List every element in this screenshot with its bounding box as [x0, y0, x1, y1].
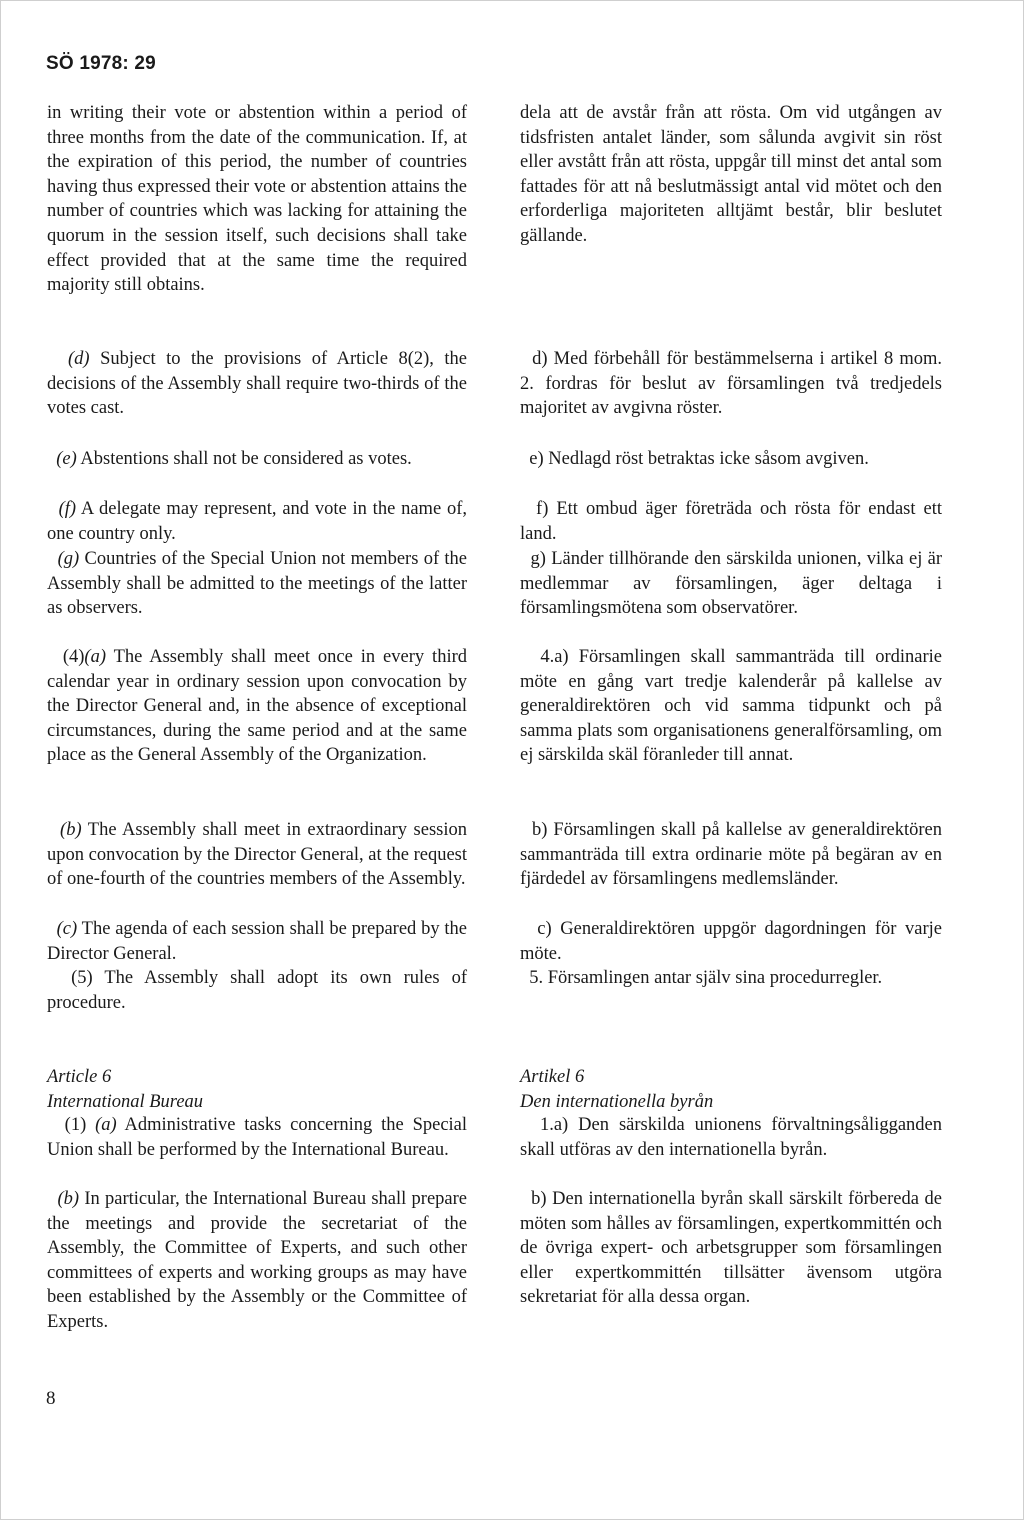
en-a1b-label: (b) — [57, 1189, 80, 1209]
en-e-text: Abstentions shall not be considered as votes. — [76, 449, 412, 469]
en-4c-label: (c) — [56, 919, 78, 939]
sv-4b-text: b) Församlingen skall på kallelse av generaldirektören sammanträda till extra ordinarie möte på begäran av en fjärdedel av församlingens medlemsländer. — [520, 820, 943, 890]
en-f-label: (f) — [58, 499, 77, 519]
document-reference: SÖ 1978: 29 — [46, 53, 156, 74]
sv-d-text: d) Med förbehåll för bestämmelserna i artikel 8 mom. 2. fordras för beslut av församlingen två tredjedels majoritet av avgivna röster. — [520, 349, 942, 419]
en-a1a-text: Administrative tasks concerning the Special Union shall be performed by the International Bureau. — [47, 1115, 468, 1160]
en-d-label: (d) — [68, 349, 90, 369]
en-d-text: Subject to the provisions of Article 8(2), the decisions of the Assembly shall require two-thirds of the votes cast. — [47, 349, 468, 419]
en-paragraph-g — [47, 547, 467, 621]
en-g-label: (g) — [57, 549, 80, 569]
en-continuation-text: in writing their vote or abstention within a period of three months from the date of the communication. If, at the expiration of this period, the number of countries having thus expressed their vote or abstention attains the number of countries which was lacking for attaining the quorum in the session itself, such decisions shall take effect provided that at the same time the required majority still obtains. — [47, 103, 467, 296]
sv-5-text: 5. Församlingen antar själv sina procedurregler. — [529, 968, 883, 988]
en-f-text: A delegate may represent, and vote in the name of, one country only. — [47, 499, 467, 544]
sv-a1a-text: 1.a) Den särskilda unionens förvaltningsåligganden skall utföras av den internationella byrån. — [520, 1115, 942, 1160]
sv-paragraph-5 — [520, 966, 942, 991]
sv-f-text: f) Ett ombud äger företräda och rösta för endast ett land. — [520, 499, 942, 544]
sv-paragraph-4b — [520, 818, 942, 892]
en-paragraph-4a — [47, 645, 467, 768]
en-paragraph-f — [47, 497, 467, 546]
sv-article-title: Artikel 6 — [520, 1067, 585, 1087]
sv-paragraph-f — [520, 497, 942, 546]
page-number: 8 — [46, 1388, 56, 1409]
sv-article-paragraph-1a — [520, 1113, 942, 1162]
en-article-paragraph-1b — [47, 1187, 467, 1335]
sv-article-heading — [520, 1065, 942, 1114]
en-paragraph-5 — [47, 966, 467, 1015]
en-article-title: Article 6 — [47, 1067, 112, 1087]
sv-4c-text: c) Generaldirektören uppgör dagordningen för varje möte. — [520, 919, 942, 964]
en-a1b-text: In particular, the International Bureau shall prepare the meetings and provide the secretariat of the Assembly, the Committee of Experts, and such other committees of experts and working groups as may have been established by the Assembly or the Committee of Experts. — [47, 1189, 467, 1332]
sv-article-paragraph-1b — [520, 1187, 942, 1310]
en-4a-label: (a) — [84, 647, 106, 667]
en-4c-text: The agenda of each session shall be prepared by the Director General. — [47, 919, 468, 964]
en-e-label: (e) — [56, 449, 77, 469]
en-article-subtitle: International Bureau — [47, 1091, 204, 1112]
en-4a-text: The Assembly shall meet once in every third calendar year in ordinary session upon convocation by the Director General and, in the absence of exceptional circumstances, during the same period and at the same place as the General Assembly of the Organization. — [47, 647, 467, 766]
en-article-paragraph-1a — [47, 1113, 467, 1162]
en-paragraph-continuation — [47, 101, 467, 298]
sv-article-subtitle: Den internationella byrån — [520, 1091, 714, 1112]
sv-g-text: g) Länder tillhörande den särskilda unionen, vilka ej är medlemmar av församlingen, äger deltaga i församlingsmötena som observatörer. — [520, 549, 942, 619]
en-4-number: (4) — [62, 647, 85, 667]
sv-paragraph-4c — [520, 917, 942, 966]
en-a1a-label: (a) — [95, 1115, 117, 1135]
en-g-text: Countries of the Special Union not members of the Assembly shall be admitted to the meetings of the latter as observers. — [47, 549, 468, 619]
sv-paragraph-continuation — [520, 101, 942, 249]
sv-paragraph-4a — [520, 645, 942, 768]
sv-paragraph-d — [520, 347, 942, 421]
en-5-text: (5) The Assembly shall adopt its own rules of procedure. — [47, 968, 468, 1013]
en-article-heading — [47, 1065, 467, 1114]
sv-paragraph-e — [520, 447, 942, 472]
sv-continuation-text: dela att de avstår från att rösta. Om vid utgången av tidsfristen antalet länder, som sålunda avgivit sin röst eller avstått från att rösta, uppgår till minst det antal som fattades för att nå beslutmässigt antal vid mötet och den erforderliga majoriteten alltjämt består, blir beslutet gällande. — [520, 103, 942, 246]
en-paragraph-4c — [47, 917, 467, 966]
en-paragraph-4b — [47, 818, 467, 892]
en-paragraph-d — [47, 347, 467, 421]
en-paragraph-e — [47, 447, 467, 472]
sv-e-text: e) Nedlagd röst betraktas icke såsom avgiven. — [529, 449, 869, 469]
sv-a1b-text: b) Den internationella byrån skall särskilt förbereda de möten som hålles av församlingen, expertkommittén och de övriga expert- och arbetsgrupper som församlingen eller expertkommittén tillsätter ävensom utgöra sekretariat för alla dessa organ. — [520, 1189, 943, 1308]
en-4b-label: (b) — [60, 820, 82, 840]
en-4b-text: The Assembly shall meet in extraordinary session upon convocation by the Director General, at the request of one-fourth of the countries members of the Assembly. — [47, 820, 467, 890]
en-a1-number: (1) — [64, 1115, 87, 1135]
sv-4a-text: 4.a) Församlingen skall sammanträda till ordinarie möte en gång vart tredje kalenderår på kallelse av generaldirektören och vid samma tidpunkt och på samma plats som organisationens generalförsamling, om ej särskilda skäl föranleder till annat. — [520, 647, 943, 766]
sv-paragraph-g — [520, 547, 942, 621]
